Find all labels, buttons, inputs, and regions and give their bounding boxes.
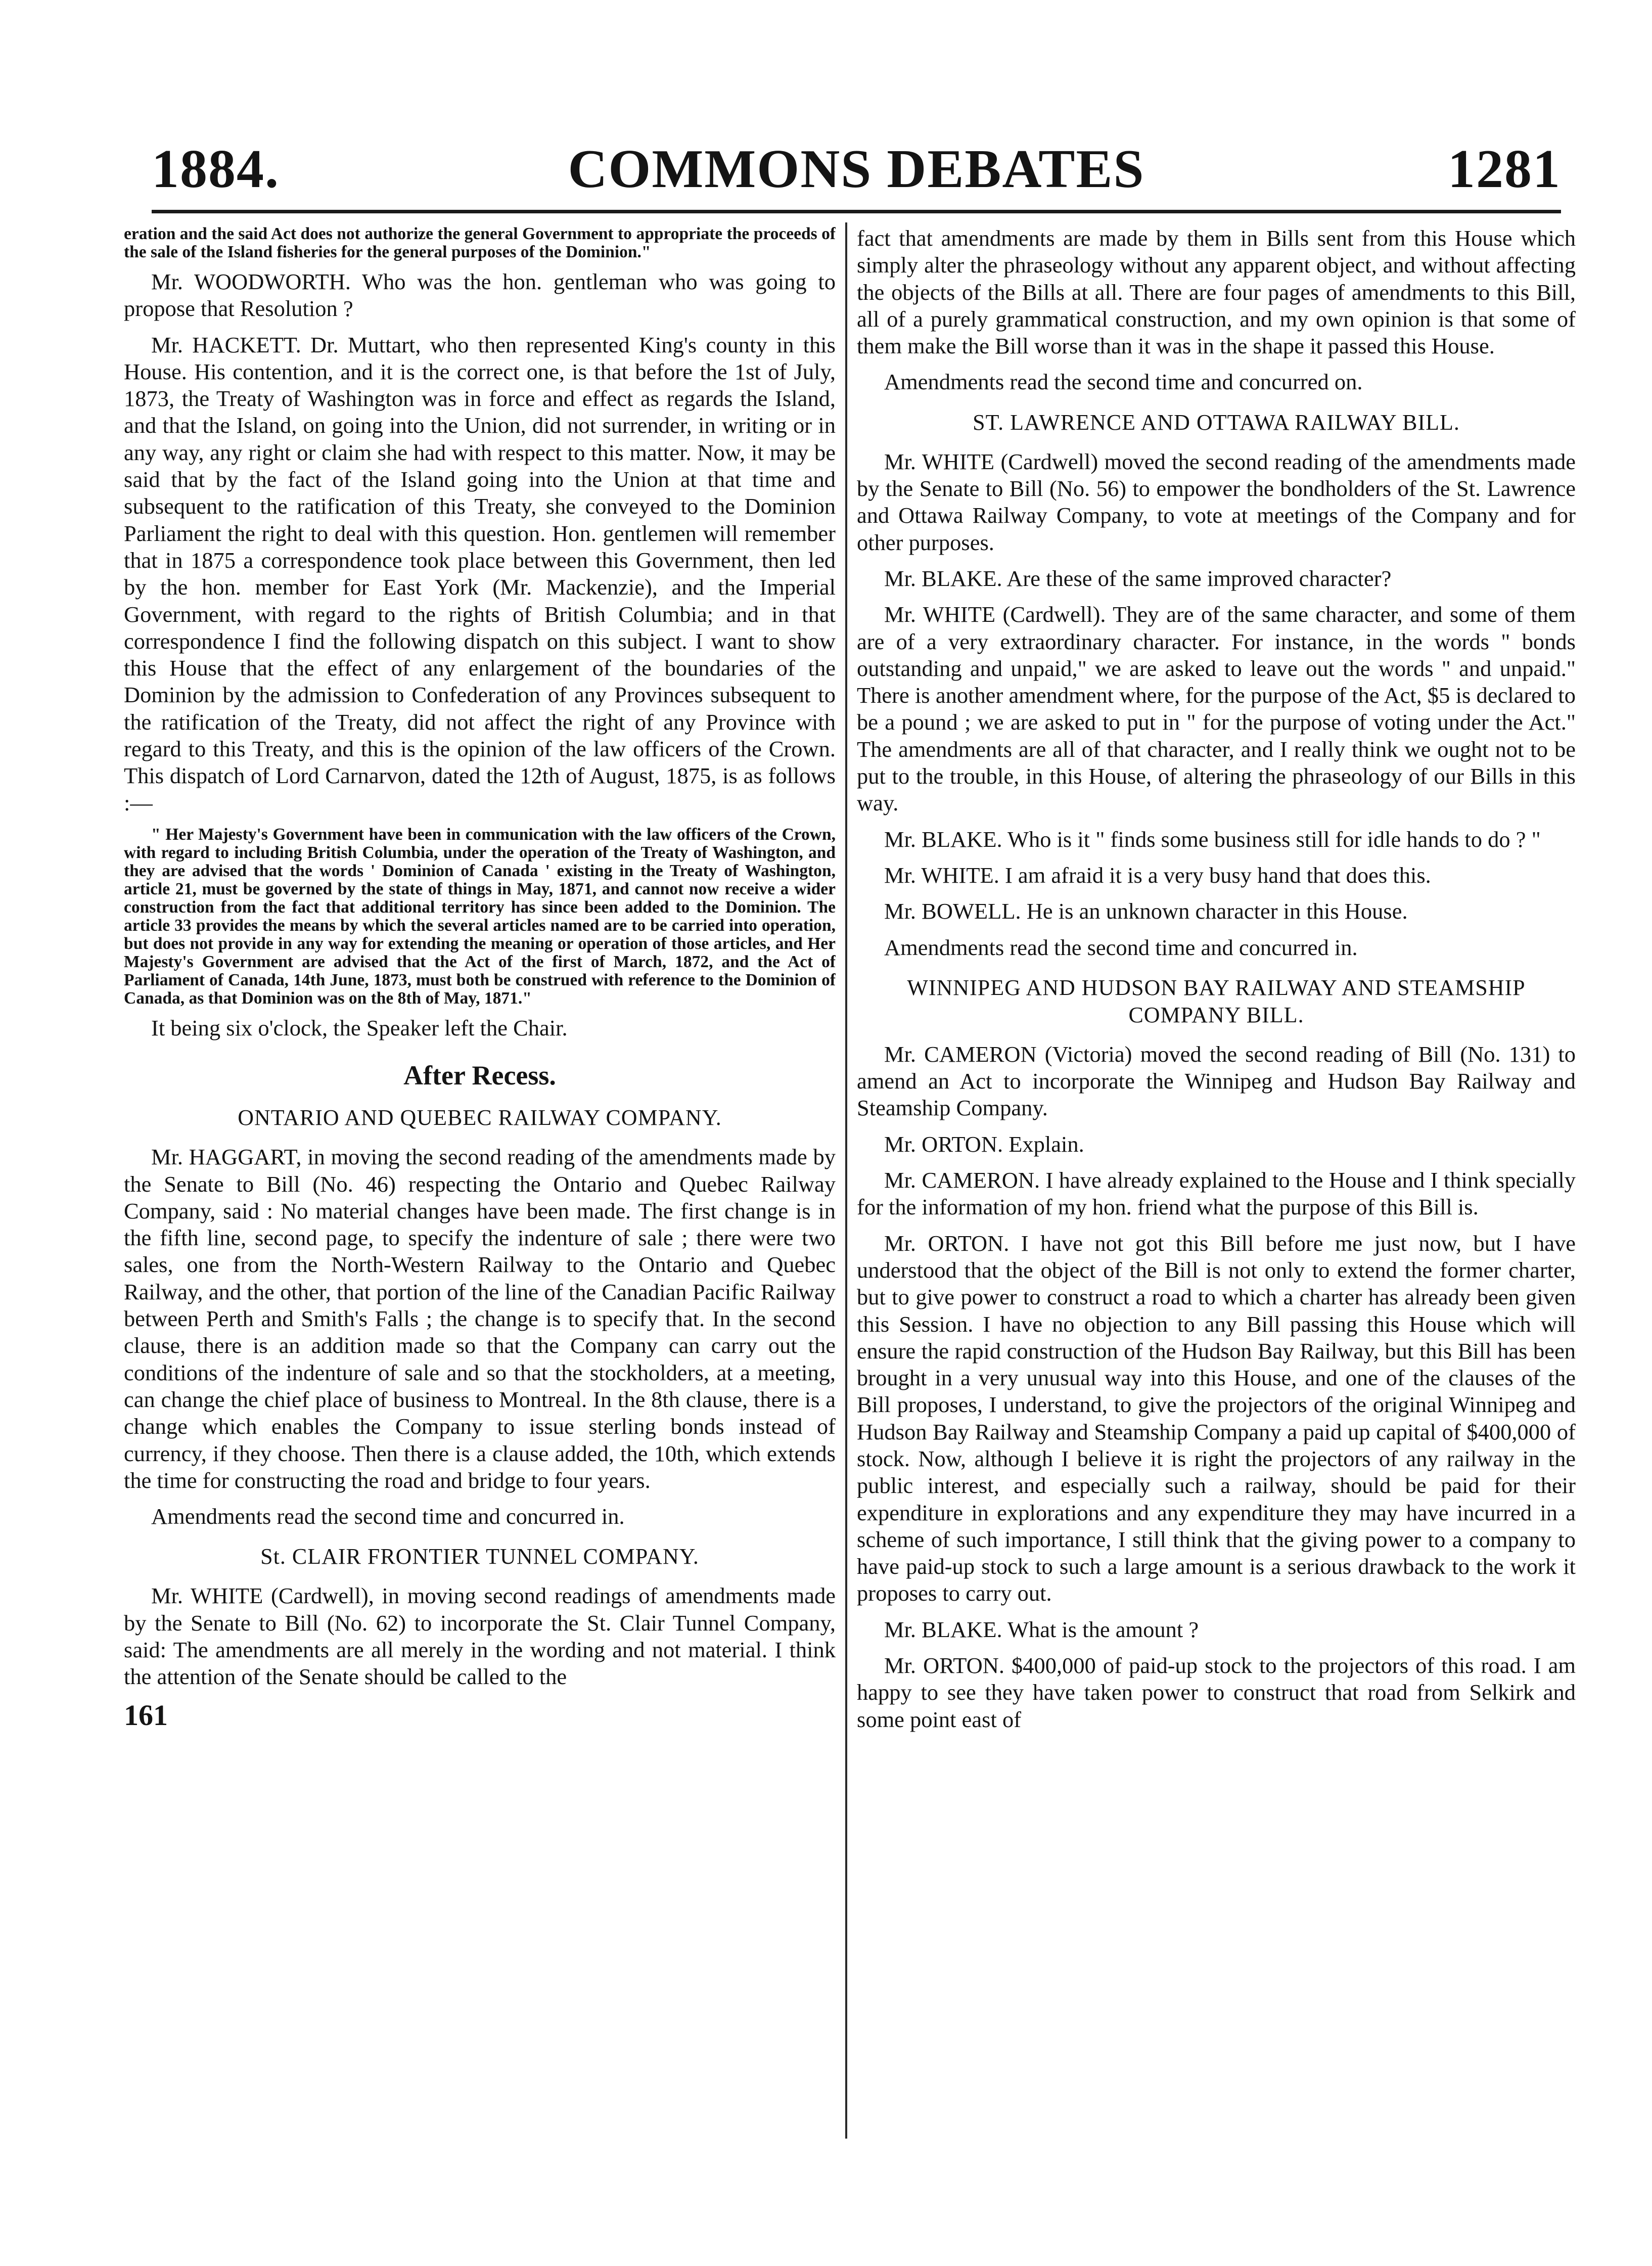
paragraph-orton-2: Mr. ORTON. I have not got this Bill before me just now, but I have understood that the object of the Bill is not only to extend the former charter, but to give power to construct a road to which a charter has already been given this Session. I have no objection to any Bill passing this House which will ensure the rapid construction of the Hudson Bay Railway, but this Bill has been brought in a very unusual way into this House, and one of the clauses of the Bill proposes, I understand, to give the projectors of the original Winnipeg and Hudson Bay Railway and Steamship Company a paid up capital of $400,000 of stock. Now, although I believe it is right the projectors of any railway in the public interest, and especially such a railway, should be paid for their expenditure in explorations and any expenditure they may have incurred in a scheme of such importance, I still think that the giving power to a company to have paid-up stock to such a large amount is a serious drawback to the work it proposes to carry out.	[857, 1230, 1576, 1606]
paragraph-orton-3: Mr. ORTON. $400,000 of paid-up stock to the projectors of this road. I am happy to see they have taken power to construct that road from Selkirk and some point east of	[857, 1653, 1576, 1732]
heading-winnipeg-hudson-bay: WINNIPEG AND HUDSON BAY RAILWAY AND STEAMSHIP COMPANY BILL.	[907, 975, 1526, 1027]
paragraph-woodworth: Mr. WOODWORTH. Who was the hon. gentleman who was going to propose that Resolution ?	[124, 269, 836, 322]
right-column	[857, 225, 1576, 2205]
header-title: COMMONS DEBATES	[568, 139, 1145, 199]
paragraph-six-oclock: It being six o'clock, the Speaker left the Chair.	[151, 1015, 568, 1040]
paragraph-cameron-2: Mr. CAMERON. I have already explained to the House and I think specially for the information of my hon. friend what the purpose of this Bill is.	[857, 1167, 1576, 1220]
paragraph-amendments-concurred-2: Amendments read the second time and concurred in.	[884, 934, 1358, 960]
heading-st-clair-tunnel: St. CLAIR FRONTIER TUNNEL COMPANY.	[260, 1544, 699, 1569]
paragraph-bowell: Mr. BOWELL. He is an unknown character in this House.	[884, 898, 1408, 924]
paragraph-blake-2: Mr. BLAKE. Who is it " finds some business still for idle hands to do ? "	[884, 826, 1541, 852]
paragraph-continuation: fact that amendments are made by them in Bills sent from this House which simply alter the phraseology without any apparent object, and without affecting the objects of the Bills at all. There are four pages of amendments to this Bill, all of a purely grammatical construction, and my own opinion is that some of them make the Bill worse than it was in the shape it passed this House.	[857, 225, 1576, 359]
heading-st-lawrence-ottawa-railway: ST. LAWRENCE AND OTTAWA RAILWAY BILL.	[973, 410, 1460, 435]
paragraph-white-2: Mr. WHITE (Cardwell). They are of the same character, and some of them are of a very extraordinary character. For instance, in the words " bonds outstanding and unpaid," we are asked to leave out the words " and unpaid." There is another amendment where, for the purpose of the Act, $5 is declared to be a pound ; we are asked to put in " for the purpose of voting under the Act." The amendments are all of that character, and I really think we ought not to be put to the trouble, in this House, of altering the phraseology of our Bills in this way.	[857, 602, 1576, 816]
paragraph-cameron-moved: Mr. CAMERON (Victoria) moved the second reading of Bill (No. 131) to amend an Act to incorporate the Winnipeg and Hudson Bay Railway and Steamship Company.	[857, 1041, 1576, 1121]
page-header	[152, 129, 1561, 213]
paragraph-hackett: Mr. HACKETT. Dr. Muttart, who then represented King's county in this House. His contention, and it is the correct one, is that before the 1st of July, 1873, the Treaty of Washington was in force and effect as regards the Island, and that the Island, on going into the Union, did not surrender, in writing or in any way, any right or claim she had with respect to this matter. Now, it may be said that by the fact of the Island going into the Union at that time and subsequent to the ratification of this Treaty, she conveyed to the Dominion Parliament the right to deal with this question. Hon. gentlemen will remember that in 1875 a correspondence took place between this Government, then led by the hon. member for East York (Mr. Mackenzie), and the Imperial Government, with regard to the rights of British Columbia; and in that correspondence I find the following dispatch on this subject. I want to show this House that the effect of any enlargement of the boundaries of the Dominion by the admission to Confederation of any Provinces subsequent to the ratification of the Treaty, did not affect the right of any Province with regard to this Treaty, and this is the opinion of the law officers of the Crown. This dispatch of Lord Carnarvon, dated the 12th of August, 1875, is as follows :—	[124, 332, 836, 815]
heading-after-recess: After Recess.	[403, 1060, 556, 1091]
quote-carnarvon-dispatch: " Her Majesty's Government have been in communication with the law officers of the Crown, with regard to including British Columbia, under the operation of the Treaty of Washington, and they are advised that the words ' Dominion of Canada ' existing in the Treaty of Washington, article 21, must be governed by the state of things in May, 1871, and cannot now receive a wider construction from the fact that additional territory has since been added to the Dominion. The article 33 provides the means by which the several articles named are to be carried into operation, but does not provide in any way for extending the meaning or operation of those articles, and Her Majesty's Government are advised that the Act of the first of March, 1872, and the Act of Parliament of Canada, 14th June, 1873, must both be construed with reference to the Dominion of Canada, as that Dominion was on the 8th of May, 1871."	[124, 825, 836, 1008]
column-divider	[845, 222, 847, 2139]
paragraph-white-3: Mr. WHITE. I am afraid it is a very busy hand that does this.	[884, 862, 1431, 888]
paragraph-white-cardwell: Mr. WHITE (Cardwell), in moving second readings of amendments made by the Senate to Bill (No. 62) to incorporate the St. Clair Tunnel Company, said: The amendments are all merely in the wording and not material. I think the attention of the Senate should be called to the	[124, 1583, 836, 1690]
heading-ontario-quebec-railway: ONTARIO AND QUEBEC RAILWAY COMPANY.	[238, 1105, 722, 1130]
quote-continuation: eration and the said Act does not authorize the general Government to appropriate the proceeds of the sale of the Island fisheries for the general purposes of the Dominion."	[124, 225, 836, 261]
paragraph-amendments-concurred-on: Amendments read the second time and concurred on.	[884, 369, 1363, 395]
signature-mark: 161	[124, 1698, 168, 1732]
header-year: 1884.	[152, 139, 280, 199]
paragraph-white-moved: Mr. WHITE (Cardwell) moved the second reading of the amendments made by the Senate to Bill (No. 56) to empower the bondholders of the St. Lawrence and Ottawa Railway Company, to vote at meetings of the Company and for other purposes.	[857, 448, 1576, 555]
paragraph-amendments-concurred: Amendments read the second time and concurred in.	[151, 1504, 625, 1529]
paragraph-blake-1: Mr. BLAKE. Are these of the same improved character?	[884, 565, 1392, 591]
paragraph-blake-3: Mr. BLAKE. What is the amount ?	[884, 1616, 1199, 1642]
left-column	[124, 225, 836, 2205]
paragraph-haggart: Mr. HAGGART, in moving the second reading of the amendments made by the Senate to Bill (No. 46) respecting the Ontario and Quebec Railway Company, said : No material changes have been made. The first change is in the fifth line, second page, to specify the indenture of sale ; there were two sales, one from the North-Western Railway to the Ontario and Quebec Railway, and the other, that portion of the line of the Canadian Pacific Railway between Perth and Smith's Falls ; the change is to specify that. In the second clause, there is an addition made so that the Company can carry out the conditions of the indenture of sale and so that the stockholders, at a meeting, can change the chief place of business to Montreal. In the 8th clause, there is a change which enables the Company to issue sterling bonds instead of currency, if they choose. Then there is a clause added, the 10th, which extends the time for constructing the road and bridge to four years.	[124, 1144, 836, 1493]
paragraph-orton-explain: Mr. ORTON. Explain.	[884, 1131, 1084, 1157]
header-page-number: 1281	[1448, 139, 1561, 199]
